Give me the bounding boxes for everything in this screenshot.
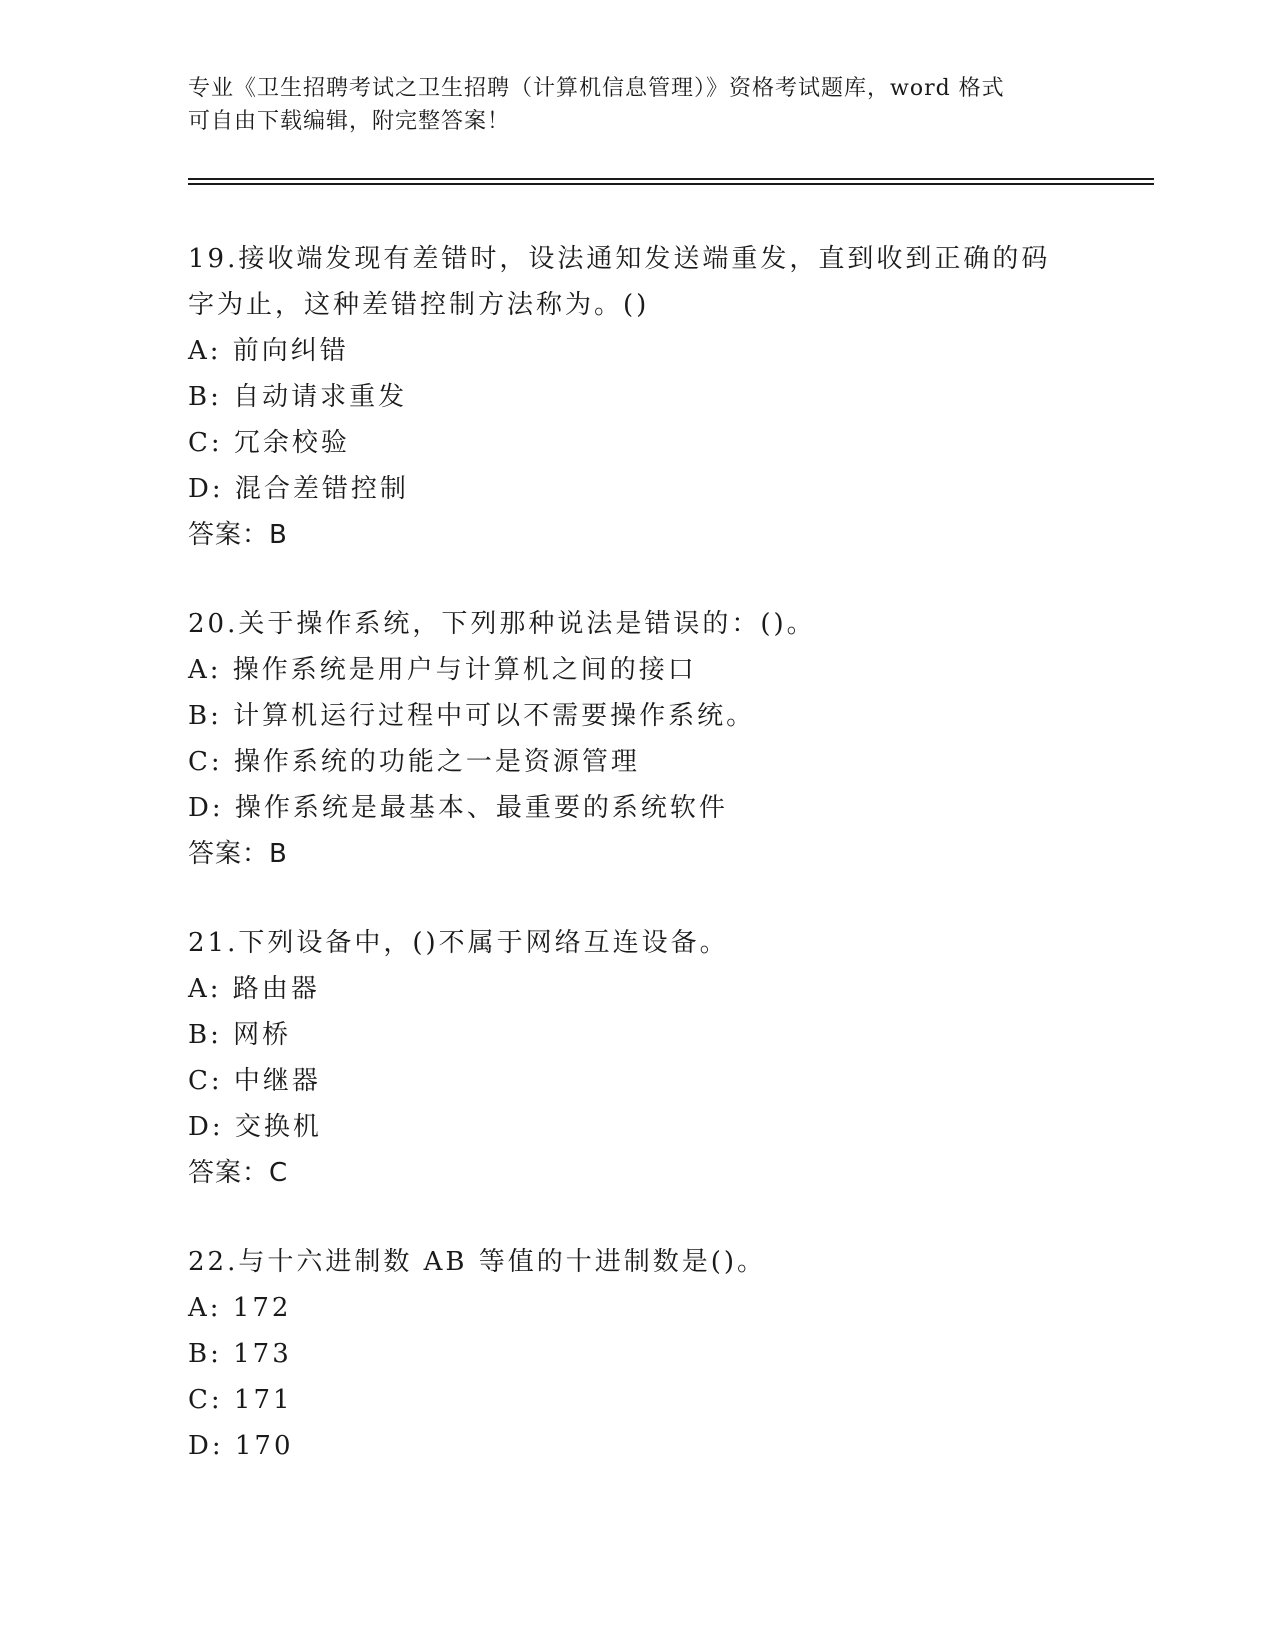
question-text: 20.关于操作系统，下列那种说法是错误的：()。: [188, 609, 816, 639]
header-line-2: 可自由下载编辑，附完整答案！: [188, 109, 511, 134]
option-b: B: 网桥: [188, 1020, 292, 1050]
answer-label: 答案：B: [188, 520, 288, 550]
question-list: [188, 236, 1078, 1512]
question-21: [188, 920, 1078, 1196]
question-20: [188, 601, 1078, 877]
option-a: A: 前向纠错: [188, 336, 349, 366]
answer-label: 答案：B: [188, 839, 288, 869]
option-a: A: 操作系统是用户与计算机之间的接口: [188, 655, 697, 685]
header-divider-top: [188, 178, 1154, 180]
option-c: C: 操作系统的功能之一是资源管理: [188, 747, 640, 777]
option-d: D: 170: [188, 1431, 294, 1461]
question-text: 21.下列设备中，()不属于网络互连设备。: [188, 928, 729, 958]
question-text: 19.接收端发现有差错时，设法通知发送端重发，直到收到正确的码字为止，这种差错控制方法称为。(): [188, 244, 1051, 320]
option-c: C: 中继器: [188, 1066, 321, 1096]
option-d: D: 操作系统是最基本、最重要的系统软件: [188, 793, 728, 823]
answer-label: 答案：C: [188, 1158, 289, 1188]
question-text: 22.与十六进制数 AB 等值的十进制数是()。: [188, 1247, 767, 1277]
question-22: [188, 1239, 1078, 1469]
option-d: D: 交换机: [188, 1112, 322, 1142]
option-b: B: 计算机运行过程中可以不需要操作系统。: [188, 701, 756, 731]
option-d: D: 混合差错控制: [188, 474, 409, 504]
option-b: B: 173: [188, 1339, 292, 1369]
document-header: [188, 72, 1068, 138]
option-b: B: 自动请求重发: [188, 382, 408, 412]
header-line-1: 专业《卫生招聘考试之卫生招聘（计算机信息管理）》资格考试题库，word 格式: [188, 76, 1005, 101]
option-c: C: 171: [188, 1385, 293, 1415]
option-c: C: 冗余校验: [188, 428, 350, 458]
question-19: [188, 236, 1078, 558]
option-a: A: 172: [188, 1293, 292, 1323]
header-divider-bottom: [188, 183, 1154, 185]
option-a: A: 路由器: [188, 974, 320, 1004]
